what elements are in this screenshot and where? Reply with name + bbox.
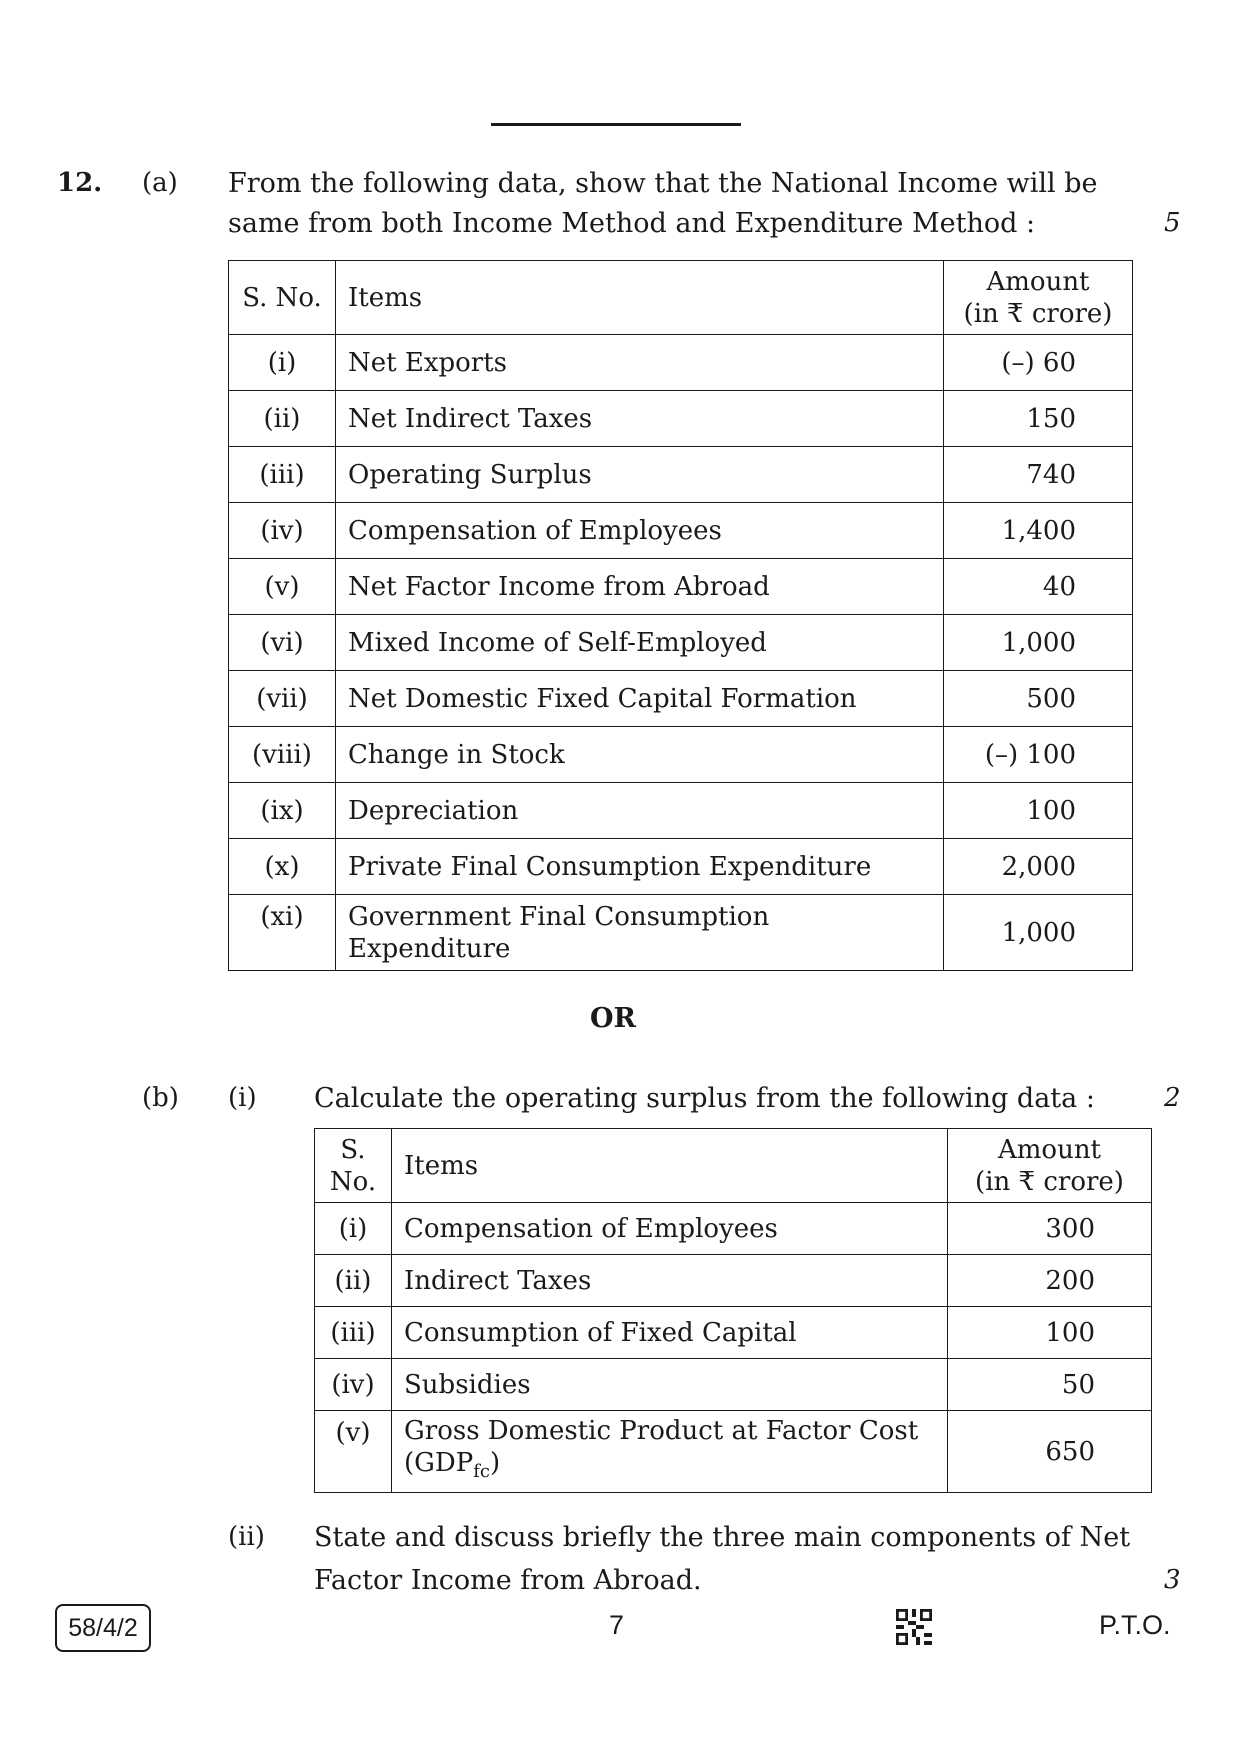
row-sno: (vii) <box>229 671 336 727</box>
row-sno: (ix) <box>229 783 336 839</box>
amount-header-line2: (in ₹ crore) <box>975 1166 1124 1197</box>
paper-code: 58/4/2 <box>55 1604 151 1652</box>
row-amount: 150 <box>944 391 1133 447</box>
col-sno-header: S. No. <box>229 261 336 335</box>
row-item: Mixed Income of Self-Employed <box>336 615 944 671</box>
table-row <box>229 727 1133 783</box>
table-row <box>229 839 1133 895</box>
row-amount: 100 <box>944 783 1133 839</box>
question-number: 12. <box>57 168 103 198</box>
part-a-text-line2: same from both Income Method and Expenditure Method : <box>228 208 1036 239</box>
row-amount: 2,000 <box>944 839 1133 895</box>
gdp-text: (GDP <box>404 1447 474 1478</box>
table-row <box>229 559 1133 615</box>
part-b-ii-marks: 3 <box>1164 1565 1181 1595</box>
row-sno: (viii) <box>229 727 336 783</box>
table-row <box>229 895 1133 971</box>
table-row <box>315 1203 1152 1255</box>
row-item: Private Final Consumption Expenditure <box>336 839 944 895</box>
row-item: Operating Surplus <box>336 447 944 503</box>
row-item-line2 <box>404 1447 935 1488</box>
row-sno: (ii) <box>229 391 336 447</box>
row-sno: (iii) <box>315 1307 392 1359</box>
row-sno: (ii) <box>315 1255 392 1307</box>
table-row <box>315 1307 1152 1359</box>
gdp-subscript: fc <box>473 1461 491 1483</box>
row-sno: (xi) <box>229 895 336 971</box>
row-item: Depreciation <box>336 783 944 839</box>
row-item: Indirect Taxes <box>392 1255 948 1307</box>
part-b-i-text: Calculate the operating surplus from the following data : <box>314 1083 1095 1114</box>
row-amount: 40 <box>944 559 1133 615</box>
part-b-label: (b) <box>142 1083 179 1113</box>
amount-header-line1: Amount <box>997 1134 1102 1165</box>
row-amount: 650 <box>948 1411 1152 1493</box>
amount-header-line2: (in ₹ crore) <box>963 298 1113 329</box>
table-header-row <box>229 261 1133 335</box>
row-item: Compensation of Employees <box>336 503 944 559</box>
sno-header-line2: No. <box>329 1166 377 1197</box>
col-amount-header <box>948 1129 1152 1203</box>
table-row <box>229 335 1133 391</box>
part-a-label: (a) <box>142 168 178 198</box>
row-sno: (iii) <box>229 447 336 503</box>
row-sno: (v) <box>315 1411 392 1493</box>
qr-code-icon <box>896 1609 932 1645</box>
part-b-i-marks: 2 <box>1164 1083 1181 1113</box>
table-row <box>315 1359 1152 1411</box>
row-amount: 200 <box>948 1255 1152 1307</box>
row-item: Change in Stock <box>336 727 944 783</box>
top-divider <box>491 123 741 126</box>
table-header-row <box>315 1129 1152 1203</box>
row-amount: (–) 100 <box>944 727 1133 783</box>
row-item-line1: Government Final Consumption <box>348 901 770 932</box>
sno-header-line1: S. <box>340 1134 366 1165</box>
table-row <box>229 447 1133 503</box>
col-amount-header <box>944 261 1133 335</box>
row-amount: (–) 60 <box>944 335 1133 391</box>
operating-surplus-table <box>314 1128 1152 1493</box>
row-sno: (i) <box>315 1203 392 1255</box>
part-b-ii-label: (ii) <box>228 1522 265 1552</box>
row-item-line2: Expenditure <box>348 933 511 964</box>
col-sno-header <box>315 1129 392 1203</box>
row-item: Subsidies <box>392 1359 948 1411</box>
part-b-ii-text-line2: Factor Income from Abroad. <box>314 1565 702 1596</box>
table-row <box>315 1411 1152 1493</box>
row-amount: 740 <box>944 447 1133 503</box>
row-sno: (x) <box>229 839 336 895</box>
row-amount: 500 <box>944 671 1133 727</box>
row-item <box>392 1411 948 1493</box>
row-item: Net Domestic Fixed Capital Formation <box>336 671 944 727</box>
row-item: Net Exports <box>336 335 944 391</box>
row-item-line1: Gross Domestic Product at Factor Cost <box>404 1415 919 1446</box>
row-sno: (v) <box>229 559 336 615</box>
part-a-marks: 5 <box>1164 208 1181 238</box>
part-b-ii-text-line1: State and discuss briefly the three main components of Net <box>314 1522 1131 1553</box>
row-sno: (vi) <box>229 615 336 671</box>
amount-header-line1: Amount <box>986 266 1090 297</box>
page-number: 7 <box>609 1610 625 1640</box>
table-row <box>229 783 1133 839</box>
col-items-header: Items <box>336 261 944 335</box>
row-item: Consumption of Fixed Capital <box>392 1307 948 1359</box>
row-sno: (iv) <box>229 503 336 559</box>
table-row <box>229 615 1133 671</box>
row-amount: 300 <box>948 1203 1152 1255</box>
row-sno: (iv) <box>315 1359 392 1411</box>
part-b-i-label: (i) <box>228 1083 257 1113</box>
row-item: Net Indirect Taxes <box>336 391 944 447</box>
table-row <box>229 671 1133 727</box>
row-amount: 1,400 <box>944 503 1133 559</box>
row-amount: 1,000 <box>944 615 1133 671</box>
please-turn-over: P.T.O. <box>1099 1610 1171 1640</box>
row-item: Compensation of Employees <box>392 1203 948 1255</box>
national-income-table <box>228 260 1133 971</box>
row-amount: 1,000 <box>944 895 1133 971</box>
table-row <box>315 1255 1152 1307</box>
row-amount: 100 <box>948 1307 1152 1359</box>
table-row <box>229 391 1133 447</box>
row-item <box>336 895 944 971</box>
part-a-text-line1: From the following data, show that the National Income will be <box>228 168 1098 199</box>
row-item: Net Factor Income from Abroad <box>336 559 944 615</box>
row-sno: (i) <box>229 335 336 391</box>
gdp-close-paren: ) <box>490 1447 501 1478</box>
table-row <box>229 503 1133 559</box>
col-items-header: Items <box>392 1129 948 1203</box>
row-amount: 50 <box>948 1359 1152 1411</box>
or-separator: OR <box>590 1003 636 1034</box>
